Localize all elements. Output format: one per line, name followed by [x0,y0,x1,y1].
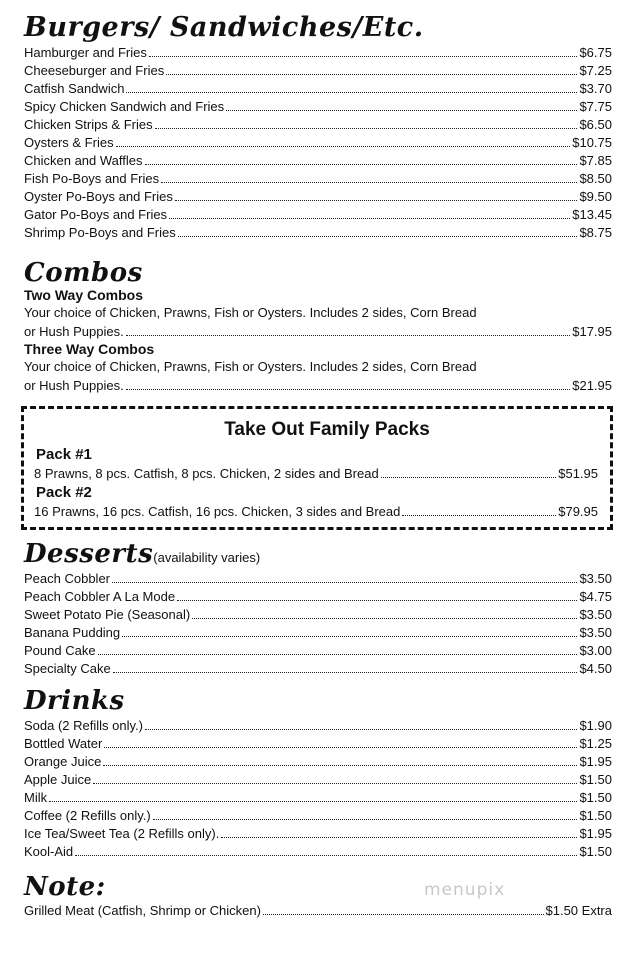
menu-item-row [24,222,612,240]
menu-item-row [24,586,612,604]
menu-item-price: $1.50 [579,808,612,823]
menu-item-row [24,114,612,132]
menu-item-row [24,150,612,168]
menu-item-name: Chicken and Waffles [24,153,143,168]
menu-item-name: Peach Cobbler [24,571,110,586]
leader-dots [116,146,571,147]
menu-item-name: Ice Tea/Sweet Tea (2 Refills only). [24,826,220,841]
menu-item-row [24,841,612,859]
menu-item-name: Kool-Aid [24,844,74,859]
menu-item-price: $7.85 [579,153,612,168]
menu-item-row [24,769,612,787]
menu-item-price: $7.25 [579,63,612,78]
menu-item-price: $1.25 [579,736,612,751]
leader-dots [153,819,578,820]
leader-dots [145,729,577,730]
menu-item-price: $4.75 [579,589,612,604]
leader-dots [126,389,571,390]
menu-item-row [24,733,612,751]
three-way-combos-heading: Three Way Combos [24,341,155,357]
leader-dots [126,92,577,93]
menu-item-name: Catfish Sandwich [24,81,125,96]
menu-item-row [24,805,612,823]
menu-item-name: Bottled Water [24,736,103,751]
menu-item-name: Coffee (2 Refills only.) [24,808,151,823]
menu-item-price: $10.75 [572,135,612,150]
menu-item-price: $1.50 [579,844,612,859]
menu-item-row [24,823,612,841]
menu-item-name: Apple Juice [24,772,92,787]
two-way-combos-row [24,321,612,339]
menu-item-row [24,604,612,622]
menu-item-price: $3.50 [579,571,612,586]
pack-1-heading: Pack #1 [36,446,92,463]
desserts-title-text: Desserts [24,539,154,569]
menu-item-name: Sweet Potato Pie (Seasonal) [24,607,191,622]
leader-dots [381,477,557,478]
note-item-name: Grilled Meat (Catfish, Shrimp or Chicken) [24,903,261,918]
three-way-combos-row [24,375,612,393]
desserts-availability-note: (availability varies) [153,550,261,565]
menu-item-price: $3.70 [579,81,612,96]
menu-item-row [24,168,612,186]
burgers-section-title: Burgers/ Sandwiches/Etc. [24,12,424,43]
leader-dots [155,128,578,129]
pack-1-description: 8 Prawns, 8 pcs. Catfish, 8 pcs. Chicken, 2 sides and Bread [34,466,379,481]
leader-dots [98,654,578,655]
combos-section-title: Combos [24,258,143,288]
leader-dots [103,765,577,766]
note-row [24,900,612,918]
leader-dots [104,747,577,748]
drinks-section-title: Drinks [24,686,125,716]
leader-dots [149,56,578,57]
two-way-combos-price: $17.95 [572,324,612,339]
menu-item-name: Cheeseburger and Fries [24,63,165,78]
leader-dots [226,110,577,111]
menu-item-price: $7.75 [579,99,612,114]
menu-item-price: $3.00 [579,643,612,658]
menu-item-price: $1.90 [579,718,612,733]
menu-item-row [24,186,612,204]
leader-dots [221,837,577,838]
leader-dots [402,515,556,516]
menu-item-name: Hamburger and Fries [24,45,147,60]
menu-item-row [24,60,612,78]
pack-2-description: 16 Prawns, 16 pcs. Catfish, 16 pcs. Chicken, 3 sides and Bread [34,504,401,519]
leader-dots [192,618,577,619]
menu-item-price: $3.50 [579,625,612,640]
menu-item-name: Spicy Chicken Sandwich and Fries [24,99,225,114]
menu-item-row [24,640,612,658]
menu-item-price: $8.75 [579,225,612,240]
menu-item-row [24,204,612,222]
pack-2-price: $79.95 [558,504,598,519]
leader-dots [169,218,570,219]
menu-item-name: Pound Cake [24,643,96,658]
menu-item-price: $1.50 [579,772,612,787]
menu-item-row [24,568,612,586]
menu-item-row [24,787,612,805]
two-way-combos-description: Your choice of Chicken, Prawns, Fish or Oysters. Includes 2 sides, Corn Bread [24,305,477,320]
menu-item-price: $4.50 [579,661,612,676]
menu-item-name: Oyster Po-Boys and Fries [24,189,173,204]
three-way-combos-description: Your choice of Chicken, Prawns, Fish or Oysters. Includes 2 sides, Corn Bread [24,359,477,374]
menu-item-name: Oysters & Fries [24,135,114,150]
note-section-title: Note: [24,872,106,902]
leader-dots [126,335,571,336]
two-way-combos-heading: Two Way Combos [24,287,143,303]
leader-dots [112,582,577,583]
leader-dots [75,855,577,856]
menu-item-row [24,751,612,769]
menu-item-price: $8.50 [579,171,612,186]
menu-item-price: $3.50 [579,607,612,622]
menu-item-price: $6.75 [579,45,612,60]
family-packs-title: Take Out Family Packs [224,419,430,440]
menu-item-row [24,96,612,114]
menu-item-name: Fish Po-Boys and Fries [24,171,160,186]
menu-item-name: Gator Po-Boys and Fries [24,207,168,222]
menu-item-price: $1.50 [579,790,612,805]
leader-dots [113,672,578,673]
menu-item-price: $1.95 [579,826,612,841]
menu-item-name: Orange Juice [24,754,102,769]
menu-item-name: Milk [24,790,48,805]
pack-2-row [34,501,598,519]
menu-item-price: $1.95 [579,754,612,769]
note-item-price: $1.50 Extra [545,903,612,918]
two-way-combos-line2: or Hush Puppies. [24,324,124,339]
menu-item-row [24,78,612,96]
menu-item-name: Soda (2 Refills only.) [24,718,143,733]
leader-dots [263,914,544,915]
leader-dots [177,600,577,601]
leader-dots [93,783,577,784]
menu-item-row [24,715,612,733]
desserts-section-title [24,541,260,567]
menu-item-row [24,42,612,60]
pack-1-row [34,463,598,481]
menu-item-name: Peach Cobbler A La Mode [24,589,176,604]
three-way-combos-price: $21.95 [572,378,612,393]
menu-item-price: $9.50 [579,189,612,204]
menu-item-name: Specialty Cake [24,661,111,676]
three-way-combos-line2: or Hush Puppies. [24,378,124,393]
leader-dots [175,200,578,201]
pack-1-price: $51.95 [558,466,598,481]
menu-item-price: $13.45 [572,207,612,222]
menu-item-name: Chicken Strips & Fries [24,117,153,132]
menu-item-row [24,132,612,150]
menu-item-row [24,622,612,640]
menu-item-name: Shrimp Po-Boys and Fries [24,225,176,240]
pack-2-heading: Pack #2 [36,484,92,501]
menu-item-row [24,658,612,676]
leader-dots [166,74,577,75]
leader-dots [145,164,578,165]
leader-dots [178,236,578,237]
leader-dots [161,182,577,183]
menupix-watermark: menupix [424,880,506,900]
leader-dots [122,636,577,637]
menu-item-price: $6.50 [579,117,612,132]
leader-dots [49,801,577,802]
menu-item-name: Banana Pudding [24,625,121,640]
